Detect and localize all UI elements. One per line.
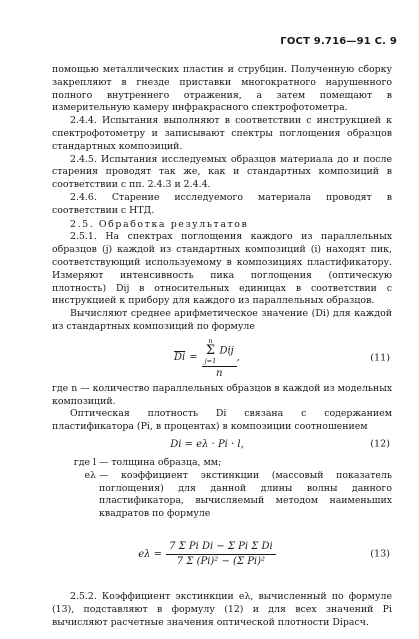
- definition-e: [52, 470, 392, 521]
- paragraph-2-4-6: 2.4.6. Старение исследуемого материала проводят в соответствии с НТД.: [52, 191, 392, 216]
- paragraph-n-def: где n — количество параллельных образцов в каждой из модельных композиций.: [52, 382, 392, 407]
- formula-13-number: (13): [370, 548, 390, 560]
- formula-11-lhs: $\overline{Di}$: [174, 352, 186, 364]
- formula-11-content: $\overline{Di}$ = n Σ j=1 Dij n ,: [174, 336, 240, 379]
- paragraph-optical-density: Оптическая плотность Di связана с содержанием пластификатора (Pi, в процентах) в композиции соотношением: [52, 408, 392, 433]
- definition-l-symbol: где l: [73, 456, 96, 468]
- paragraph-2-4-4: 2.4.4. Испытания выполняют в соответствии с инструкцией к спектрофотометру и записывают спектры поглощения образцов стандартных композиций.: [52, 115, 392, 152]
- formula-12-number: (12): [370, 438, 390, 450]
- definition-l: [52, 457, 392, 470]
- formula-12-content: Di = eλ · Pi · l,: [170, 438, 244, 450]
- definition-e-text: — коэффициент экстинкции (массовый показатель поглощения) для данной длины волны данного пластификатора, вычисляемый методом наименьших квадратов по формуле: [99, 469, 392, 520]
- formula-13-fraction: [166, 541, 276, 570]
- formula-11-denominator: n: [215, 367, 223, 379]
- paragraph-2-4-5: 2.4.5. Испытания исследуемых образцов материала до и после старения проводят так же, как и стандартных композиций в соответствии с пп. 2.4.3 и 2.4.4.: [52, 153, 392, 191]
- page-header: ГОСТ 9.716—91 С. 9: [280, 36, 397, 47]
- formula-11-term: Dij: [219, 345, 234, 357]
- formula-11-fraction: [202, 337, 237, 381]
- paragraph-2-5-1: 2.5.1. На спектрах поглощения каждого из параллельных образцов (j) каждой из стандартных композиций (i) находят пик, соответствующий используемому в композициях пластификатору. Измеряют интенсивность пика поглощения (оптическую плотность) Dij в относительных единицах в соответствии с инструкцией к прибору для каждого из параллельных образцов.: [52, 231, 392, 307]
- section-heading-2-5: 2.5. Обработка результатов: [70, 218, 249, 230]
- document-body: [52, 64, 392, 629]
- formula-13-lhs: eλ =: [138, 548, 163, 560]
- definition-e-symbol: eλ: [84, 469, 96, 481]
- formula-13: [52, 525, 392, 585]
- paragraph-continuation: помощью металлических пластин и струбцин. Полученную сборку закрепляют в гнезде приставки многократного нарушенного полного внутреннего отражения, а затем помещают в измерительную камеру инфракрасного спектрофотометра.: [52, 64, 392, 114]
- formula-13-content: [52, 525, 362, 585]
- formula-13-denominator: 7 Σ (Pi)² − (Σ Pi)²: [176, 556, 266, 568]
- formula-11-number: (11): [370, 352, 390, 364]
- sum-sign: n Σ j=1: [204, 336, 217, 365]
- definition-l-text: — толщина образца, мм;: [99, 456, 222, 468]
- formula-11: [52, 337, 392, 381]
- paragraph-mean-intro: Вычисляют среднее арифметическое значение (Di) для каждой из стандартных композиций по формуле: [52, 308, 392, 332]
- formula-13-numerator: 7 Σ Pi Di − Σ Pi Σ Di: [166, 541, 276, 556]
- paragraph-2-5-2: 2.5.2. Коэффициент экстинкции eλ, вычисленный по формуле (13), подставляют в формулу (12) и для всех значений Pi вычисляют расчетные значения оптической плотности Diрасч.: [52, 590, 392, 628]
- formula-12: [52, 436, 392, 454]
